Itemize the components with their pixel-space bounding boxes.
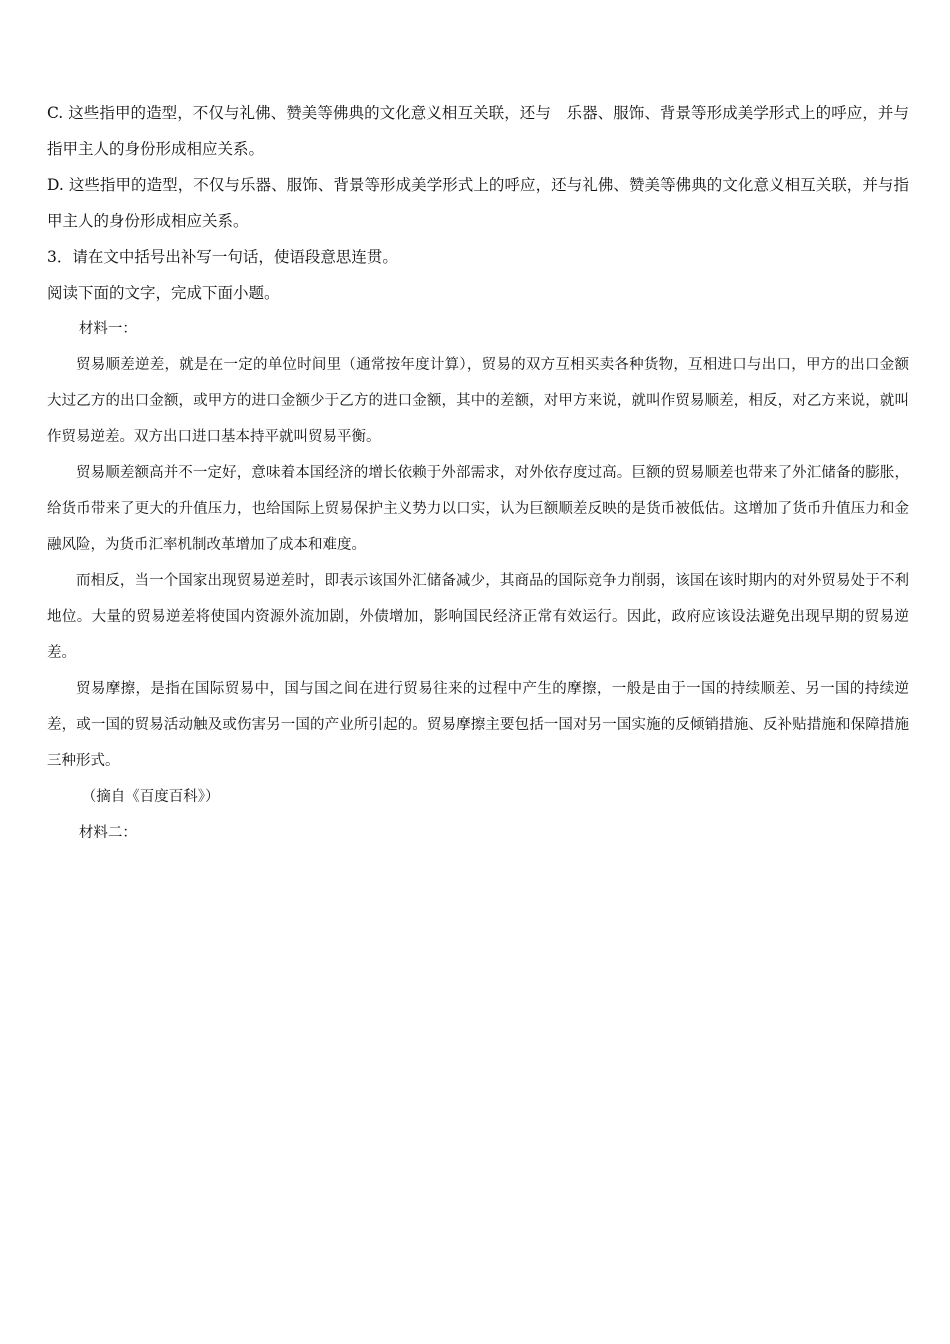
- material-1-paragraph: 贸易顺差逆差，就是在一定的单位时间里（通常按年度计算），贸易的双方互相买卖各种货物，互相进口与出口，甲方的出口金额大过乙方的出口金额，或甲方的进口金额少于乙方的进口金额，其中的差额，对甲方来说，就叫作贸易顺差，相反，对乙方来说，就叫作贸易逆差。双方出口进口基本持平就叫贸易平衡。: [47, 357, 909, 445]
- option-d: [47, 167, 909, 239]
- material-1-label: 材料一：: [78, 321, 137, 337]
- question-3: 3．请在文中括号出补写一句话，使语段意思连贯。: [47, 248, 398, 266]
- material-1-paragraph: 贸易摩擦，是指在国际贸易中，国与国之间在进行贸易往来的过程中产生的摩擦，一般是由于一国的持续顺差、另一国的持续逆差，或一国的贸易活动触及或伤害另一国的产业所引起的。贸易摩擦主要包括一国对另一国实施的反倾销措施、反补贴措施和保障措施三种形式。: [47, 681, 909, 769]
- option-c: [47, 95, 909, 167]
- option-c-letter: C.: [47, 104, 64, 122]
- material-2-label: 材料二：: [78, 825, 137, 841]
- option-c-text: 这些指甲的造型，不仅与礼佛、赞美等佛典的文化意义相互关联，还与 乐器、服饰、背景等形成美学形式上的呼应，并与指甲主人的身份形成相应关系。: [47, 104, 909, 158]
- option-d-letter: D.: [47, 176, 64, 194]
- material-1-paragraph: 而相反，当一个国家出现贸易逆差时，即表示该国外汇储备减少，其商品的国际竞争力削弱，该国在该时期内的对外贸易处于不利地位。大量的贸易逆差将使国内资源外流加剧，外债增加，影响国民经济正常有效运行。因此，政府应该设法避免出现早期的贸易逆差。: [47, 573, 909, 661]
- material-1-paragraph: 贸易顺差额高并不一定好，意味着本国经济的增长依赖于外部需求，对外依存度过高。巨额的贸易顺差也带来了外汇储备的膨胀，给货币带来了更大的升值压力，也给国际上贸易保护主义势力以口实，认为巨额顺差反映的是货币被低估。这增加了货币升值压力和金融风险，为货币汇率机制改革增加了成本和难度。: [47, 465, 909, 553]
- material-1-source: （摘自《百度百科》）: [81, 789, 220, 805]
- document-content: [47, 95, 909, 851]
- reading-instruction: 阅读下面的文字，完成下面小题。: [47, 284, 280, 302]
- option-d-text: 这些指甲的造型，不仅与乐器、服饰、背景等形成美学形式上的呼应，还与礼佛、赞美等佛典的文化意义相互关联，并与指甲主人的身份形成相应关系。: [47, 176, 909, 230]
